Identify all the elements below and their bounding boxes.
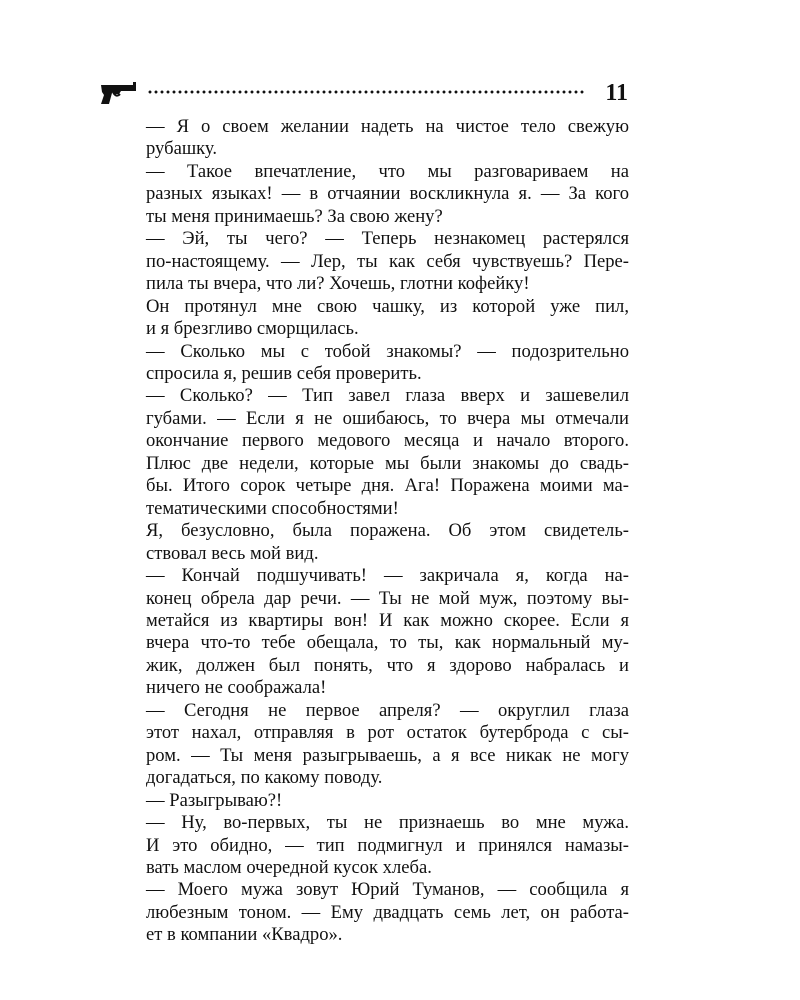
paragraph xyxy=(118,296,629,341)
text-line: — Разыгрываю?! xyxy=(146,789,283,811)
paragraph xyxy=(118,812,629,879)
pistol-icon xyxy=(100,82,138,106)
paragraph xyxy=(118,116,629,161)
paragraph xyxy=(118,565,629,700)
paragraph xyxy=(118,700,629,790)
text-line: Плюс две недели, которые мы были знакомы до свадь- xyxy=(146,452,629,474)
text-line: спросила я, решив себя проверить. xyxy=(146,362,422,384)
text-line: любезным тоном. — Ему двадцать семь лет, он работа- xyxy=(146,901,629,923)
dotted-rule xyxy=(147,90,586,94)
page-number: 11 xyxy=(605,80,628,106)
text-line: — Эй, ты чего? — Теперь незнакомец растерялся xyxy=(146,228,629,250)
text-line: конец обрела дар речи. — Ты не мой муж, поэтому вы- xyxy=(146,587,629,609)
paragraph xyxy=(118,385,629,520)
text-line: И это обидно, — тип подмигнул и принялся намазы- xyxy=(146,834,629,856)
text-line: ром. — Ты меня разыгрываешь, а я все никак не могу xyxy=(146,744,629,766)
text-line: — Кончай подшучивать! — закричала я, когда на- xyxy=(146,565,629,587)
text-line: Я, безусловно, была поражена. Об этом свидетель- xyxy=(146,520,629,542)
paragraph xyxy=(118,790,629,812)
text-line: окончание первого медового месяца и начало второго. xyxy=(146,430,629,452)
text-line: ты меня принимаешь? За свою жену? xyxy=(146,205,443,227)
text-line: разных языках! — в отчаянии воскликнула я. — За кого xyxy=(146,183,629,205)
text-line: вчера что-то тебе обещала, то ты, как нормальный му- xyxy=(146,632,629,654)
text-line: губами. — Если я не ошибаюсь, то вчера мы отмечали xyxy=(146,407,629,429)
text-line: — Сколько мы с тобой знакомы? — подозрительно xyxy=(146,340,629,362)
paragraph xyxy=(118,520,629,565)
text-line: ствовал весь мой вид. xyxy=(146,542,319,564)
text-line: рубашку. xyxy=(146,138,217,160)
text-line: ет в компании «Квадро». xyxy=(146,924,343,946)
paragraph xyxy=(118,341,629,386)
text-line: бы. Итого сорок четыре дня. Ага! Поражена моими ма- xyxy=(146,475,629,497)
text-line: тематическими способностями! xyxy=(146,497,399,519)
text-line: жик, должен был понять, что я здорово набралась и xyxy=(146,654,629,676)
paragraph xyxy=(118,879,629,946)
text-line: метайся из квартиры вон! И как можно скорее. Если я xyxy=(146,609,629,631)
text-line: ничего не соображала! xyxy=(146,677,327,699)
text-line: вать маслом очередной кусок хлеба. xyxy=(146,856,432,878)
text-line: по-настоящему. — Лер, ты как себя чувствуешь? Пере- xyxy=(146,250,629,272)
text-line: — Такое впечатление, что мы разговариваем на xyxy=(146,160,629,182)
text-line: — Сколько? — Тип завел глаза вверх и зашевелил xyxy=(146,385,629,407)
text-line: этот нахал, отправляя в рот остаток бутерброда с сы- xyxy=(146,722,629,744)
text-line: — Моего мужа зовут Юрий Туманов, — сообщила я xyxy=(146,879,629,901)
text-line: — Я о своем желании надеть на чистое тело свежую xyxy=(146,116,629,137)
paragraph xyxy=(118,161,629,228)
text-line: — Ну, во-первых, ты не признаешь во мне мужа. xyxy=(146,812,629,834)
body-text xyxy=(118,116,629,947)
text-line: и я брезгливо сморщилась. xyxy=(146,318,359,340)
text-line: догадаться, по какому поводу. xyxy=(146,767,383,789)
paragraph xyxy=(118,228,629,295)
text-line: — Сегодня не первое апреля? — округлил глаза xyxy=(146,699,629,721)
page-header xyxy=(100,78,630,108)
text-line: Он протянул мне свою чашку, из которой уже пил, xyxy=(146,295,629,317)
text-line: пила ты вчера, что ли? Хочешь, глотни кофейку! xyxy=(146,273,530,295)
